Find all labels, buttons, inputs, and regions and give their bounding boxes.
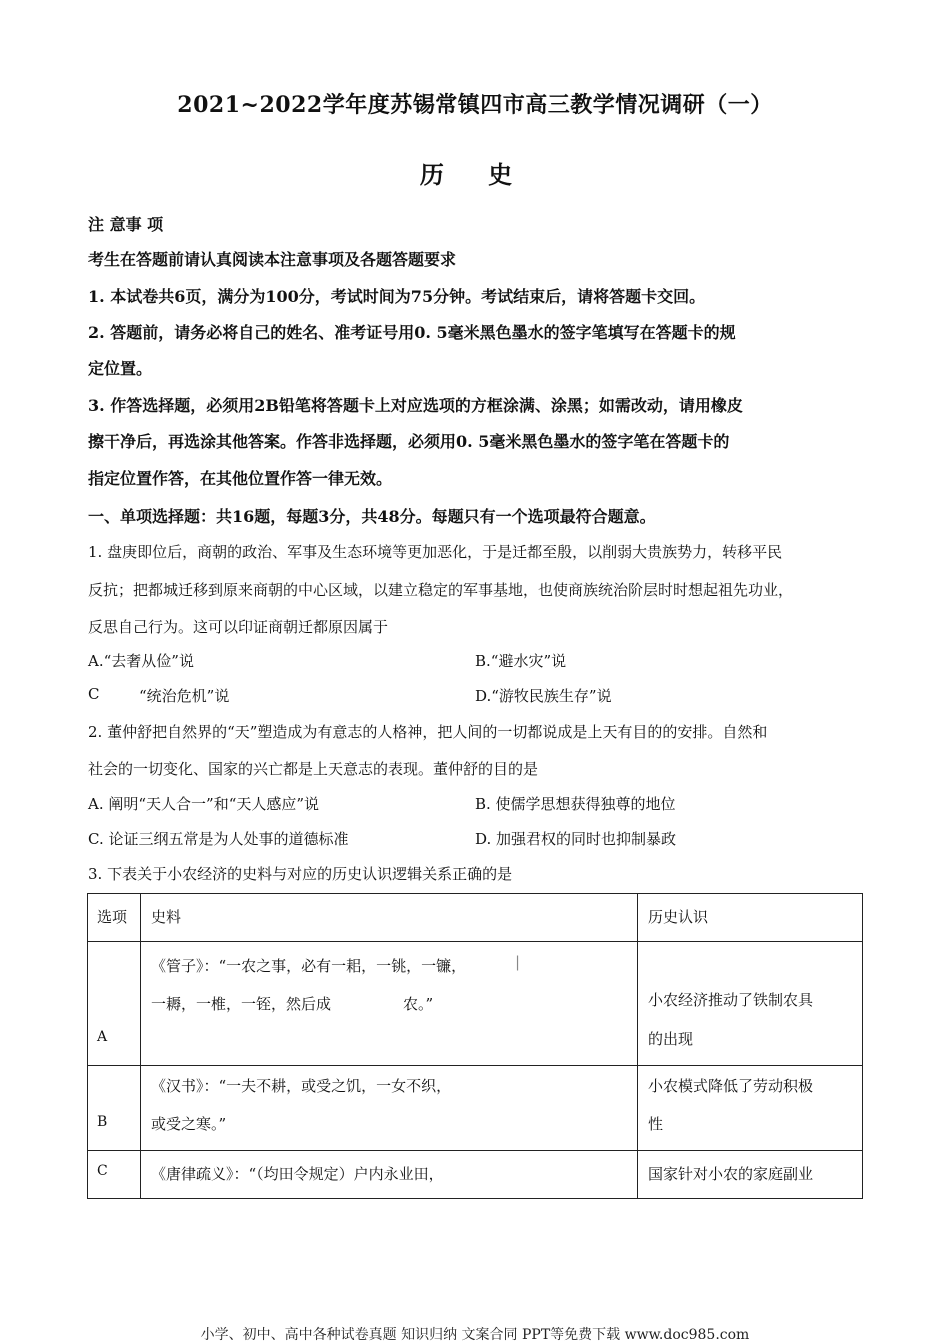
q1-option-c-letter: C: [88, 685, 100, 703]
q1-line-2: 反抗；把都城迁移到原来商朝的中心区域，以建立稳定的军事基地，也使商族统治阶层时时想起祖先功业，: [88, 581, 794, 599]
cursor-mark: |: [515, 953, 521, 971]
row-a-source-line-2-end: 农。”: [403, 995, 434, 1013]
row-a-view-line-1: 小农经济推动了铁制农具: [648, 991, 814, 1009]
page-title: 2021~2022学年度苏锡常镇四市高三教学情况调研（一）: [177, 92, 773, 118]
header-source: 史料: [151, 908, 182, 926]
section-1-heading: 一、单项选择题：共16题，每题3分，共48分。每题只有一个选项最符合题意。: [88, 507, 656, 526]
notice-item-1: 1. 本试卷共6页，满分为100分，考试时间为75分钟。考试结束后，请将答题卡交回。: [88, 287, 706, 306]
row-a-source-line-1: 《管子》：“一农之事，必有一耜，一铫，一镰，: [151, 957, 467, 975]
q2-option-d: D. 加强君权的同时也抑制暴政: [475, 830, 677, 848]
table-row: [88, 1151, 863, 1199]
q1-option-c: “统治危机”说: [139, 687, 230, 705]
row-b-source-line-2: 或受之寒。”: [151, 1115, 227, 1133]
notice-heading: 注 意事 项: [88, 215, 164, 234]
row-b-label: B: [97, 1114, 108, 1130]
q1-line-1: 1. 盘庚即位后，商朝的政治、军事及生态环境等更加恶化，于是迁都至殷，以削弱大贵族势力，转移平民: [88, 543, 783, 561]
table-row: [88, 942, 863, 1066]
q2-option-c: C. 论证三纲五常是为人处事的道德标准: [88, 830, 349, 848]
q2-line-1: 2. 董仲舒把自然界的“天”塑造成为有意志的人格神，把人间的一切都说成是上天有目的的安排。自然和: [88, 723, 768, 741]
row-a-view-line-2: 的出现: [648, 1030, 694, 1048]
q1-option-a: A.“去奢从俭”说: [88, 652, 194, 670]
notice-intro: 考生在答题前请认真阅读本注意事项及各题答题要求: [88, 250, 457, 269]
row-c-label: C: [97, 1163, 108, 1179]
row-b-view-line-1: 小农模式降低了劳动积极: [648, 1077, 814, 1095]
q1-line-3: 反思自己行为。这可以印证商朝迁都原因属于: [88, 618, 389, 636]
row-a-label: A: [97, 1029, 108, 1045]
row-b-source-line-1: 《汉书》：“一夫不耕，或受之饥，一女不织，: [151, 1077, 452, 1095]
notice-item-3-line-1: 3. 作答选择题，必须用2B铅笔将答题卡上对应选项的方框涂满、涂黑；如需改动，请用橡皮: [88, 396, 743, 415]
row-c-view-line-1: 国家针对小农的家庭副业: [648, 1165, 814, 1183]
q1-option-d: D.“游牧民族生存”说: [475, 687, 612, 705]
q1-option-b: B.“避水灾”说: [475, 652, 567, 670]
table-header-row: [88, 894, 863, 942]
notice-item-2-line-2: 定位置。: [88, 359, 153, 378]
header-option: 选项: [97, 908, 128, 926]
row-c-source-line-1: 《唐律疏义》：“（均田令规定）户内永业田，: [151, 1165, 444, 1183]
notice-item-3-line-2: 擦干净后，再选涂其他答案。作答非选择题，必须用0. 5毫米黑色墨水的签字笔在答题卡的: [88, 432, 730, 451]
row-a-source-line-2: 一耨，一椎，一铚，然后成: [151, 995, 332, 1013]
q2-option-a: A. 阐明“天人合一”和“天人感应”说: [88, 795, 320, 813]
notice-item-2-line-1: 2. 答题前，请务必将自己的姓名、准考证号用0. 5毫米黑色墨水的签字笔填写在答题卡的规: [88, 323, 736, 342]
notice-item-3-line-3: 指定位置作答，在其他位置作答一律无效。: [88, 469, 393, 488]
q2-line-2: 社会的一切变化、国家的兴亡都是上天意志的表现。董仲舒的目的是: [88, 760, 539, 778]
table-row: [88, 1066, 863, 1151]
q3-stem: 3. 下表关于小农经济的史料与对应的历史认识逻辑关系正确的是: [88, 865, 513, 883]
footer-ad: 小学、初中、高中各种试卷真题 知识归纳 文案合同 PPT等免费下载 www.doc985.com: [200, 1327, 750, 1343]
row-b-view-line-2: 性: [648, 1115, 664, 1133]
q3-table: [87, 893, 863, 1199]
header-view: 历史认识: [648, 908, 709, 926]
q2-option-b: B. 使儒学思想获得独尊的地位: [475, 795, 676, 813]
subject-title: 历 史: [419, 160, 531, 189]
